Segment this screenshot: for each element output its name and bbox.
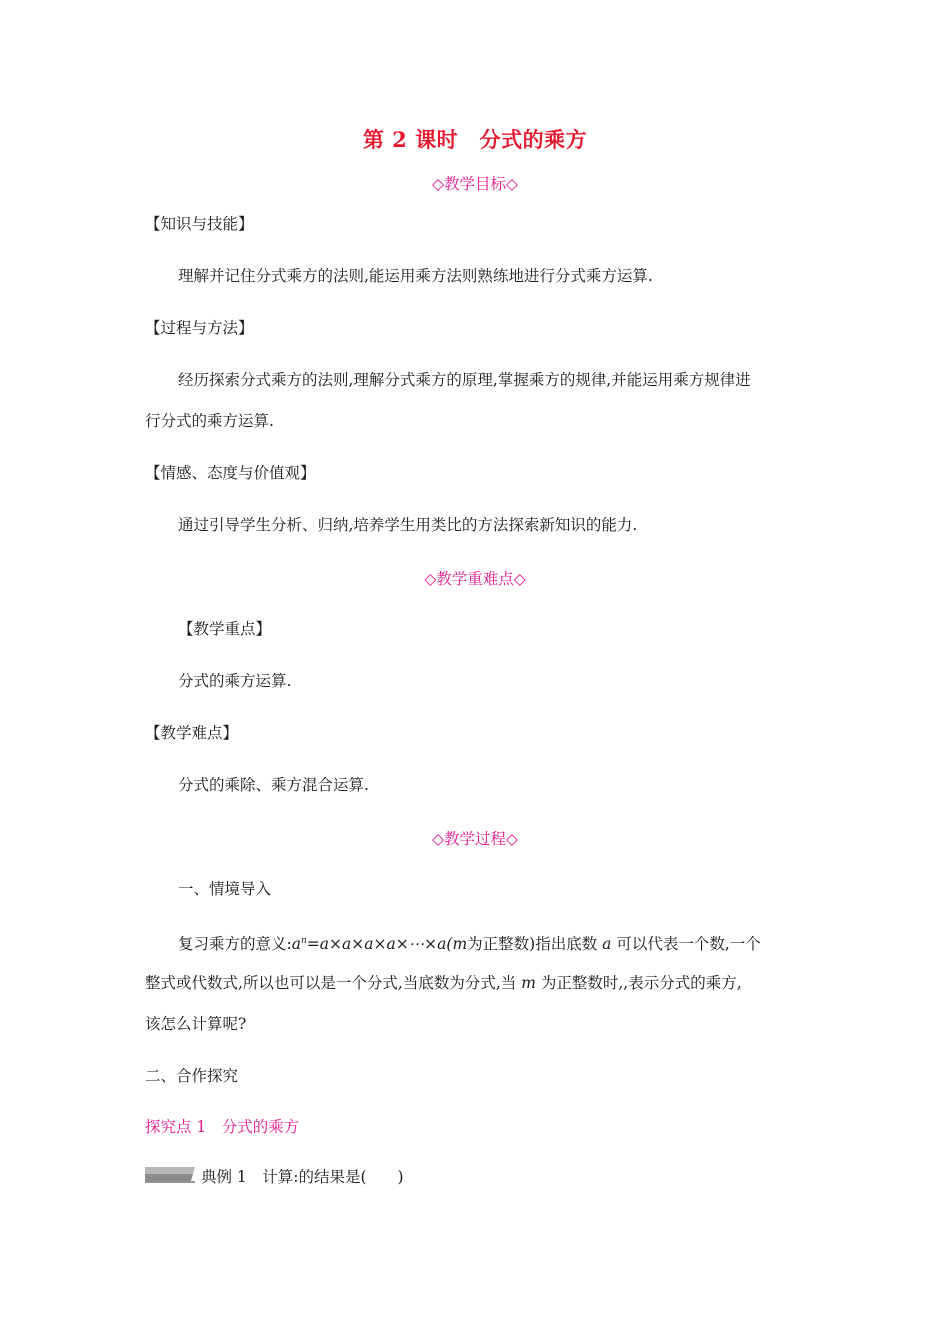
method-heading: 【过程与方法】	[145, 319, 254, 337]
intro-line2-prefix: 整式或代数式,所以也可以是一个分式,当底数为分式,当	[145, 974, 522, 992]
example-marker-icon	[145, 1165, 195, 1183]
section-heading-key-points: ◇教学重难点◇	[424, 570, 526, 588]
intro-paragraph-line3: 该怎么计算呢?	[145, 1015, 247, 1033]
focus-text: 分式的乘方运算.	[178, 672, 292, 690]
intro-formula: =a×a×a×a×⋯×a(	[306, 935, 453, 954]
intro-prefix: 复习乘方的意义:	[178, 935, 292, 954]
step1-heading: 一、情境导入	[178, 880, 272, 898]
lesson-title: 第 2 课时 分式的乘方	[362, 127, 588, 152]
difficulty-text: 分式的乘除、乘方混合运算.	[178, 776, 369, 794]
intro-line2-suffix: 为正整数时,,表示分式的乘方,	[535, 974, 742, 992]
knowledge-heading: 【知识与技能】	[145, 215, 254, 233]
difficulty-heading: 【教学难点】	[145, 724, 239, 742]
knowledge-text: 理解并记住分式乘方的法则,能运用乘方法则熟练地进行分式乘方运算.	[178, 267, 653, 285]
focus-heading: 【教学重点】	[178, 620, 272, 638]
emotion-text: 通过引导学生分析、归纳,培养学生用类比的方法探索新知识的能力.	[178, 516, 638, 534]
intro-mid: 为正整数)指出底数	[467, 935, 603, 954]
intro-m: m	[452, 935, 468, 954]
method-text-line2: 行分式的乘方运算.	[145, 412, 274, 430]
intro-exponent: n	[300, 936, 307, 946]
intro-line2-m: m	[521, 974, 536, 992]
method-text-line1: 经历探索分式乘方的法则,理解分式乘方的原理,掌握乘方的规律,并能运用乘方规律进	[178, 371, 751, 389]
emotion-heading: 【情感、态度与价值观】	[145, 464, 316, 482]
intro-paragraph-line1	[178, 931, 761, 954]
intro-suffix: 可以代表一个数,一个	[611, 935, 761, 954]
intro-a: a	[602, 935, 612, 954]
intro-paragraph-line2	[145, 973, 742, 993]
section-heading-process: ◇教学过程◇	[432, 830, 518, 848]
explore-point-title: 探究点 1 分式的乘方	[145, 1118, 300, 1136]
intro-base: a	[291, 935, 301, 954]
example-1-text: 典例 1 计算:的结果是( )	[201, 1168, 404, 1186]
section-heading-goals: ◇教学目标◇	[432, 175, 518, 193]
step2-heading: 二、合作探究	[145, 1067, 239, 1085]
